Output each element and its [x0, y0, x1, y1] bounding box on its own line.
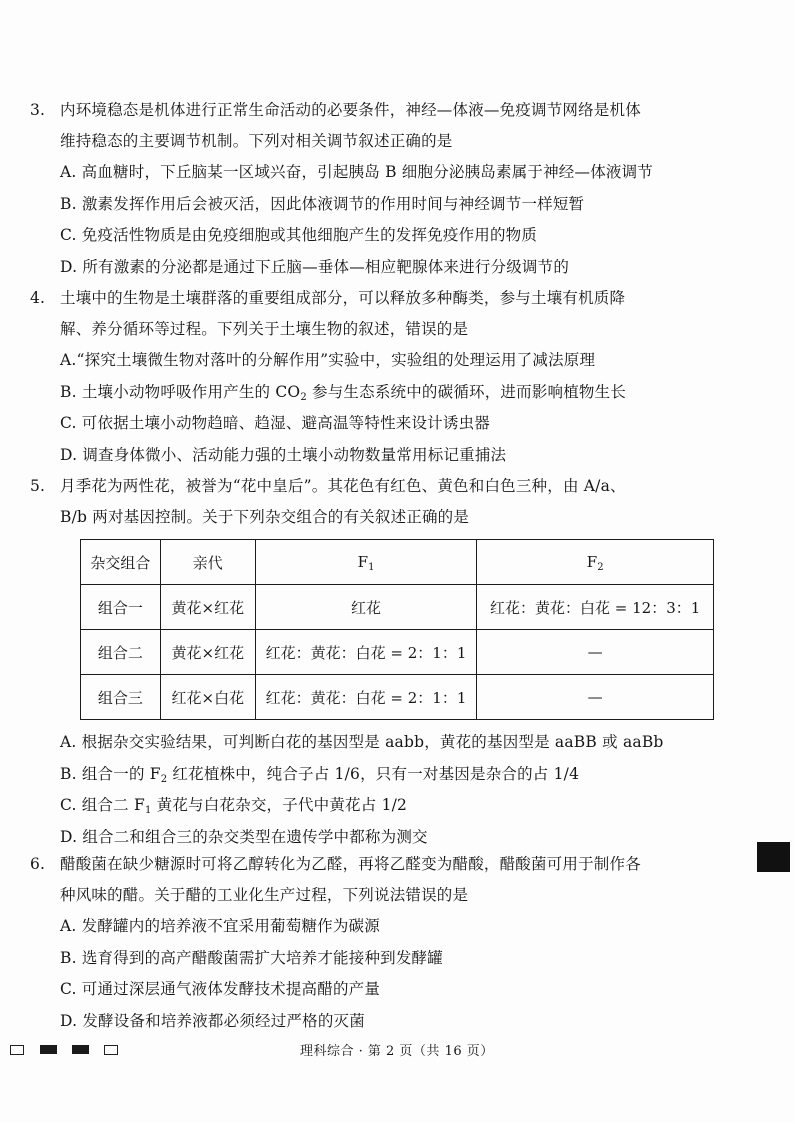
option-c: C. 可依据土壤小动物趋暗、趋湿、避高温等特性来设计诱虫器	[60, 414, 490, 432]
stem-line: 内环境稳态是机体进行正常生命活动的必要条件，神经—体液—免疫调节网络是机体	[60, 101, 641, 119]
option-text: C. 组合二 F	[60, 796, 145, 814]
stem-line: 醋酸菌在缺少糖源时可将乙醇转化为乙醛，再将乙醛变为醋酸，醋酸菌可用于制作各	[60, 855, 641, 873]
cell-f1: 红花：黄花：白花 = 2：1：1	[255, 675, 477, 720]
cell-parents: 黄花×红花	[160, 630, 255, 675]
question-5-options	[30, 727, 730, 853]
cell-f2: —	[477, 675, 714, 720]
option-text: 黄花与白花杂交，子代中黄花占 1/2	[151, 796, 408, 814]
stem-line: 月季花为两性花，被誉为“花中皇后”。其花色有红色、黄色和白色三种，由 A/a、	[60, 477, 626, 495]
stem-line: 维持稳态的主要调节机制。下列对相关调节叙述正确的是	[60, 132, 453, 150]
cell-parents: 黄花×红花	[160, 585, 255, 630]
question-3-stem	[30, 95, 730, 157]
stem-line: 种风味的醋。关于醋的工业化生产过程，下列说法错误的是	[60, 886, 469, 904]
subscript: 1	[144, 805, 152, 816]
cell-f2: —	[477, 630, 714, 675]
cell-cross: 组合三	[81, 675, 161, 720]
question-4-stem	[30, 283, 730, 345]
question-3	[30, 95, 730, 283]
option-c	[30, 790, 730, 822]
cell-cross: 组合二	[81, 630, 161, 675]
option-a: A. 高血糖时，下丘脑某一区域兴奋，引起胰岛 B 细胞分泌胰岛素属于神经—体液调节	[60, 163, 653, 181]
question-number: 4.	[30, 289, 46, 307]
cell-f2: 红花：黄花：白花 = 12：3：1	[477, 585, 714, 630]
option-d: D. 发酵设备和培养液都必须经过严格的灭菌	[60, 1011, 365, 1030]
option-text: 参与生态系统中的碳循环，进而影响植物生长	[306, 382, 627, 401]
stem-line: 解、养分循环等过程。下列关于土壤生物的叙述，错误的是	[60, 320, 469, 338]
question-5-stem	[30, 471, 730, 533]
subscript: 2	[160, 773, 168, 785]
cross-table	[80, 539, 714, 720]
scan-mark-filled	[40, 1045, 57, 1054]
page-number: 理科综合 · 第 2 页（共 16 页）	[300, 1044, 494, 1059]
option-text: B. 土壤小动物呼吸作用产生的 CO	[60, 382, 301, 401]
scan-mark-filled	[72, 1045, 89, 1054]
option-text: B. 组合一的 F	[60, 764, 161, 783]
header-cross: 杂交组合	[81, 540, 161, 585]
option-d: D. 组合二和组合三的杂交类型在遗传学中都称为测交	[60, 827, 428, 846]
question-4	[30, 283, 730, 471]
question-6	[30, 849, 730, 1037]
scan-mark-hollow	[10, 1045, 24, 1055]
scan-mark-hollow	[104, 1045, 118, 1055]
option-text: 红花植株中，纯合子占 1/6，只有一对基因是杂合的占 1/4	[167, 764, 580, 783]
cell-cross: 组合一	[81, 585, 161, 630]
question-6-stem	[30, 849, 730, 911]
option-b	[30, 759, 730, 791]
header-f2: $F_2$	[477, 540, 714, 585]
question-number: 3.	[30, 101, 46, 119]
question-number: 5.	[30, 477, 46, 495]
stem-line: B/b 两对基因控制。关于下列杂交组合的有关叙述正确的是	[60, 508, 470, 526]
cell-parents: 红花×白花	[160, 675, 255, 720]
option-d: D. 所有激素的分泌都是通过下丘脑—垂体—相应靶腺体来进行分级调节的	[60, 257, 570, 276]
option-c: C. 可通过深层通气液体发酵技术提高醋的产量	[60, 980, 381, 998]
question-5	[30, 471, 730, 533]
header-parents: 亲代	[160, 540, 255, 585]
alignment-mark	[757, 842, 790, 872]
table-row	[81, 675, 714, 720]
option-b: B. 激素发挥作用后会被灭活，因此体液调节的作用时间与神经调节一样短暂	[60, 194, 585, 213]
cell-f1: 红花	[255, 585, 477, 630]
option-d: D. 调查身体微小、活动能力强的土壤小动物数量常用标记重捕法	[60, 445, 507, 464]
cell-f1: 红花：黄花：白花 = 2：1：1	[255, 630, 477, 675]
question-number: 6.	[30, 855, 46, 873]
table-header-row	[81, 540, 714, 585]
option-b: B. 选育得到的高产醋酸菌需扩大培养才能接种到发酵罐	[60, 948, 443, 967]
option-b	[30, 377, 730, 409]
table-row	[81, 630, 714, 675]
option-a: A. 发酵罐内的培养液不宜采用葡萄糖作为碳源	[60, 917, 380, 935]
page-footer	[0, 1040, 794, 1060]
option-c: C. 免疫活性物质是由免疫细胞或其他细胞产生的发挥免疫作用的物质	[60, 226, 538, 244]
table-row	[81, 585, 714, 630]
subscript: 2	[300, 391, 307, 403]
option-a: A.“探究土壤微生物对落叶的分解作用”实验中，实验组的处理运用了减法原理	[60, 351, 596, 369]
option-a: A. 根据杂交实验结果，可判断白花的基因型是 aabb，黄花的基因型是 aaBB 或 aaBb	[60, 733, 664, 751]
stem-line: 土壤中的生物是土壤群落的重要组成部分，可以释放多种酶类，参与土壤有机质降	[60, 289, 626, 307]
header-f1: $F_1$	[255, 540, 477, 585]
